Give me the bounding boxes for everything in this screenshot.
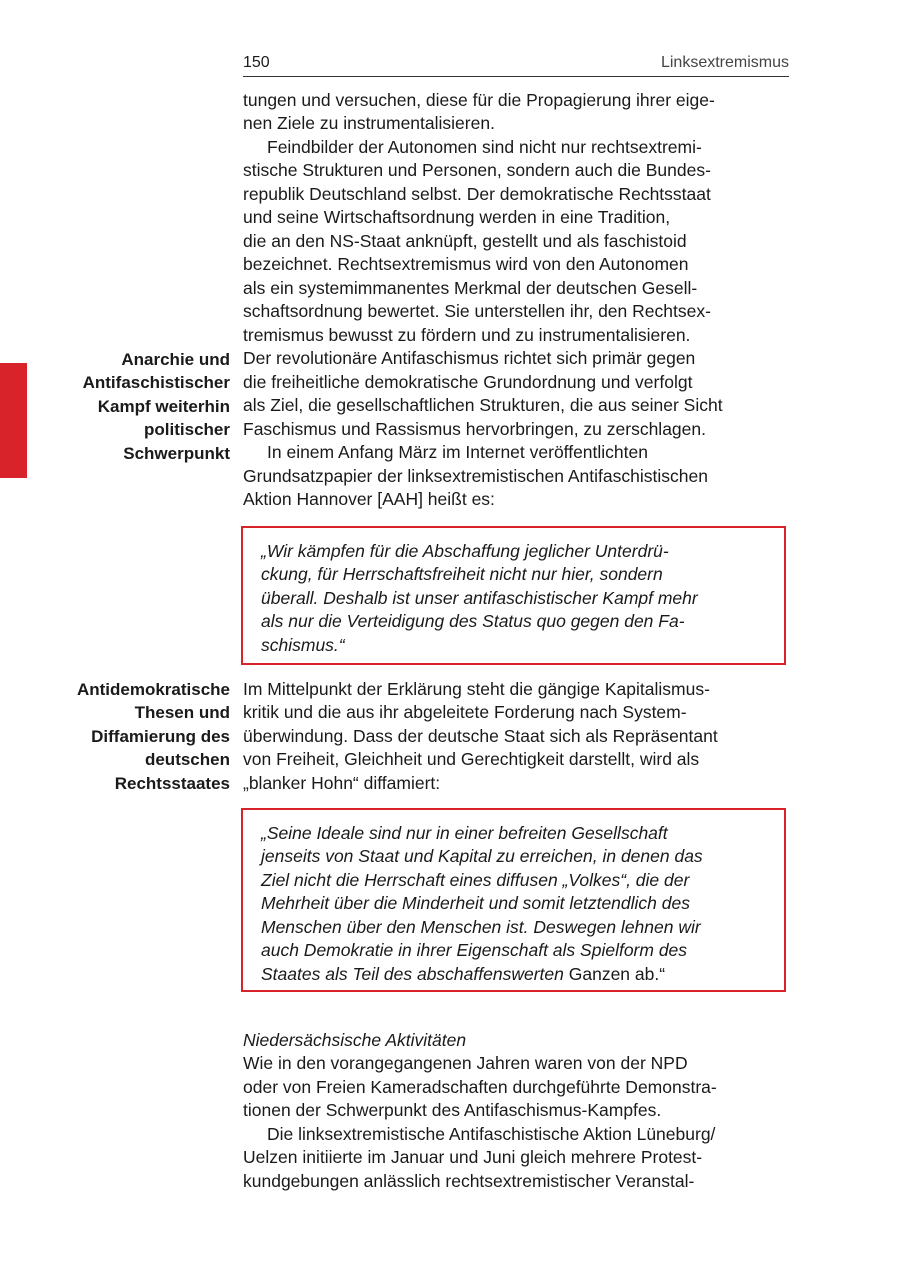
body-paragraph-3 <box>243 1052 789 1193</box>
text-line: überwindung. Dass der deutsche Staat sich als Repräsentant <box>243 725 718 746</box>
margin-note-line: Kampf weiterhin <box>97 396 230 416</box>
text-line: Im Mittelpunkt der Erklärung steht die gängige Kapitalismus- <box>243 679 710 699</box>
margin-note-line: Antidemokratische <box>76 680 230 699</box>
text-line: nen Ziele zu instrumentalisieren. <box>243 113 495 134</box>
text-line: und seine Wirtschaftsordnung werden in eine Tradition, <box>243 207 671 228</box>
text-line: als ein systemimmanentes Merkmal der deutschen Gesell- <box>243 277 698 298</box>
margin-note-line: deutschen <box>144 750 230 770</box>
quote-box-1 <box>241 526 786 665</box>
margin-note-line: politischer <box>144 420 230 440</box>
section-heading: Niedersächsische Aktivitäten <box>243 1030 467 1050</box>
quote-line: ckung, für Herrschaftsfreiheit nicht nur hier, sondern <box>261 564 663 585</box>
running-header <box>243 52 789 77</box>
text-line: Aktion Hannover [AAH] heißt es: <box>243 488 495 509</box>
text-line: republik Deutschland selbst. Der demokratische Rechtsstaat <box>243 183 711 204</box>
quote-line: „Seine Ideale sind nur in einer befreiten Gesellschaft <box>261 823 668 843</box>
text-line: Faschismus und Rassismus hervorbringen, zu zerschlagen. <box>243 418 706 439</box>
text-line: Der revolutionäre Antifaschismus richtet sich primär gegen <box>243 348 696 369</box>
text-line: Die linksextremistische Antifaschistische Aktion Lüneburg/ <box>267 1123 716 1144</box>
margin-note-line: Diffamierung des <box>91 726 230 746</box>
margin-note-1 <box>83 348 230 465</box>
text-line: die an den NS-Staat anknüpft, gestellt und als faschistoid <box>243 230 687 251</box>
text-line: tionen der Schwerpunkt des Antifaschismus-Kampfes. <box>243 1100 662 1121</box>
quote-line: überall. Deshalb ist unser antifaschistischer Kampf mehr <box>261 587 698 608</box>
text-line: tungen und versuchen, diese für die Propagierung ihrer eige- <box>243 90 715 110</box>
margin-note-2 <box>77 678 230 795</box>
quote-line: Mehrheit über die Minderheit und somit letztendlich des <box>261 893 690 914</box>
quote-line: „Wir kämpfen für die Abschaffung jeglicher Unterdrü- <box>261 541 669 561</box>
margin-note-line: Antifaschistischer <box>82 373 230 393</box>
text-line: kritik und die aus ihr abgeleitete Forderung nach System- <box>243 702 687 723</box>
quote-line: Menschen über den Menschen ist. Deswegen lehnen wir <box>261 916 701 937</box>
text-line: Feindbilder der Autonomen sind nicht nur rechtsextremi- <box>267 136 702 157</box>
text-line: Uelzen initiierte im Januar und Juni gleich mehrere Protest- <box>243 1147 703 1168</box>
section <box>243 1029 789 1193</box>
text-line: tremismus bewusst zu fördern und zu instrumentalisieren. <box>243 324 691 345</box>
text-line: oder von Freien Kameradschaften durchgeführte Demonstra- <box>243 1076 717 1097</box>
chapter-title: Linksextremismus <box>660 54 789 71</box>
chapter-marker <box>0 363 27 478</box>
text-line: „blanker Hohn“ diffamiert: <box>243 772 441 793</box>
margin-note-line: Rechtsstaates <box>114 773 230 793</box>
body-paragraph-1 <box>243 89 789 511</box>
text-line: bezeichnet. Rechtsextremismus wird von den Autonomen <box>243 254 689 275</box>
quote-line-upright: Ganzen ab.“ <box>563 963 666 984</box>
text-line: schaftsordnung bewertet. Sie unterstellen ihr, den Rechtsex- <box>243 301 711 322</box>
quote-line: schismus.“ <box>261 634 345 655</box>
text-line: als Ziel, die gesellschaftlichen Strukturen, die aus seiner Sicht <box>243 395 723 416</box>
text-line: die freiheitliche demokratische Grundordnung und verfolgt <box>243 371 693 392</box>
text-line: Grundsatzpapier der linksextremistischen Antifaschistischen <box>243 465 708 486</box>
quote-line: auch Demokratie in ihrer Eigenschaft als Spielform des <box>261 940 688 961</box>
page-number: 150 <box>243 54 270 71</box>
quote-line: jenseits von Staat und Kapital zu erreichen, in denen das <box>261 846 703 867</box>
quote-line: als nur die Verteidigung des Status quo gegen den Fa- <box>261 611 685 632</box>
quote-line: Staates als Teil des abschaffenswerten <box>261 963 564 984</box>
text-line: kundgebungen anlässlich rechtsextremistischer Veranstal- <box>243 1170 695 1191</box>
body-paragraph-2 <box>243 678 789 795</box>
margin-note-line: Thesen und <box>134 703 230 723</box>
margin-note-line: Anarchie und <box>121 350 230 369</box>
margin-note-line: Schwerpunkt <box>123 443 230 463</box>
text-line: In einem Anfang März im Internet veröffentlichten <box>267 442 648 463</box>
quote-box-2 <box>241 808 786 992</box>
text-line: Wie in den vorangegangenen Jahren waren von der NPD <box>243 1053 688 1074</box>
text-line: von Freiheit, Gleichheit und Gerechtigkeit darstellt, wird als <box>243 749 700 770</box>
text-line: stische Strukturen und Personen, sondern auch die Bundes- <box>243 160 711 181</box>
quote-line: Ziel nicht die Herrschaft eines diffusen „Volkes“, die der <box>261 869 690 890</box>
